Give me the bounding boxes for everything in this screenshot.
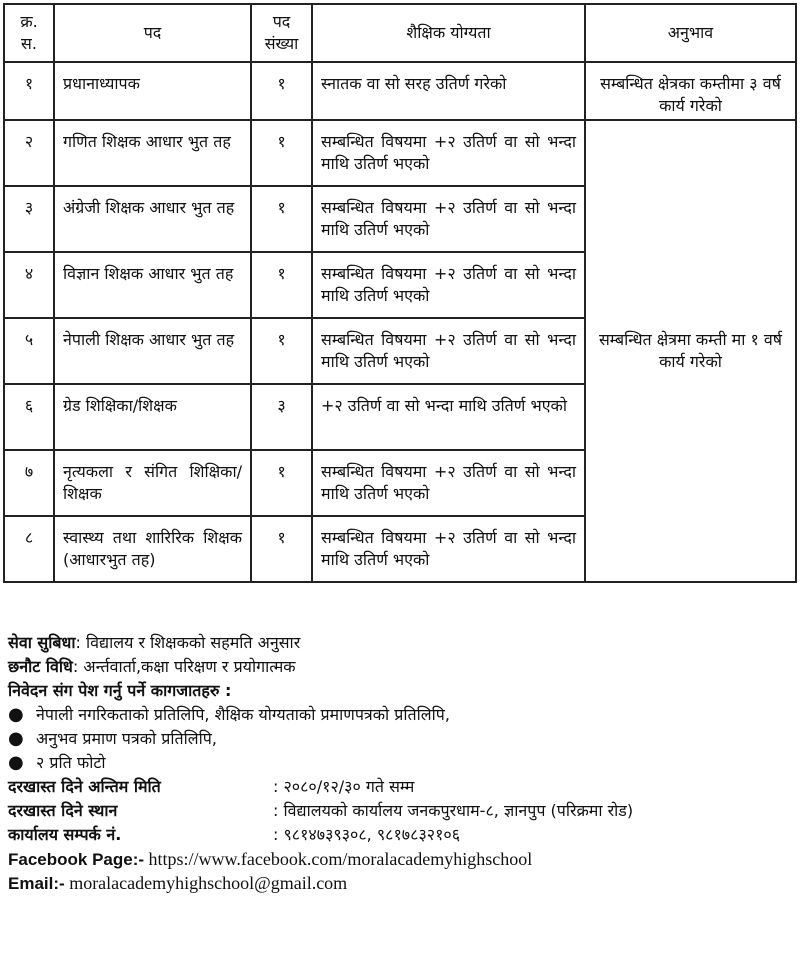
- selection-label: छनौट विधि: [8, 657, 73, 676]
- cell-sn: १: [4, 62, 54, 120]
- cell-count: १: [251, 516, 312, 582]
- cell-qualification: सम्बन्धित विषयमा +२ उतिर्ण वा सो भन्दा माथि उतिर्ण भएको: [312, 450, 585, 516]
- cell-shared-experience: सम्बन्धित क्षेत्रमा कम्ती मा १ वर्ष कार्य गरेको: [585, 120, 796, 582]
- deadline-value: : २०८०/१२/३० गते सम्म: [273, 777, 415, 796]
- table-row: [4, 120, 796, 186]
- place-label: दरखास्त दिने स्थान: [8, 801, 118, 820]
- email-link[interactable]: moralacademyhighschool@gmail.com: [64, 873, 348, 893]
- bullet-icon: ●: [8, 704, 24, 725]
- service-label: सेवा सुबिधा: [8, 633, 76, 652]
- cell-post: ग्रेड शिक्षिका/शिक्षक: [54, 384, 251, 450]
- service-line: [8, 631, 793, 655]
- table-row: [4, 62, 796, 120]
- facebook-link[interactable]: https://www.facebook.com/moralacademyhighschool: [144, 849, 533, 869]
- list-item: ● अनुभव प्रमाण पत्रको प्रतिलिपि,: [8, 728, 217, 749]
- cell-sn: ६: [4, 384, 54, 450]
- cell-qualification: सम्बन्धित विषयमा +२ उतिर्ण वा सो भन्दा माथि उतिर्ण भएको: [312, 186, 585, 252]
- vacancy-table: [3, 3, 797, 583]
- email-line: [8, 871, 793, 895]
- cell-experience: सम्बन्धित क्षेत्रका कम्तीमा ३ वर्ष कार्य गरेको: [585, 62, 796, 120]
- cell-post: प्रधानाध्यापक: [54, 62, 251, 120]
- cell-post: नृत्यकला र संगित शिक्षिका/शिक्षक: [54, 450, 251, 516]
- cell-sn: ३: [4, 186, 54, 252]
- cell-post: नेपाली शिक्षक आधार भुत तह: [54, 318, 251, 384]
- cell-count: १: [251, 186, 312, 252]
- cell-sn: ७: [4, 450, 54, 516]
- cell-qualification: स्नातक वा सो सरह उतिर्ण गरेको: [312, 62, 585, 120]
- place-value: : विद्यालयको कार्यालय जनकपुरधाम-८, ज्ञानपुप (परिक्रमा रोड): [273, 801, 634, 820]
- cell-count: १: [251, 318, 312, 384]
- cell-sn: ५: [4, 318, 54, 384]
- header-experience: अनुभाव: [585, 4, 796, 62]
- facebook-line: [8, 847, 793, 871]
- cell-count: १: [251, 120, 312, 186]
- header-count: पद संख्या: [251, 4, 312, 62]
- cell-qualification: +२ उतिर्ण वा सो भन्दा माथि उतिर्ण भएको: [312, 384, 585, 450]
- selection-line: [8, 655, 793, 679]
- bullet-icon: ●: [8, 728, 24, 749]
- place-line: [8, 799, 793, 823]
- cell-qualification: सम्बन्धित विषयमा +२ उतिर्ण वा सो भन्दा माथि उतिर्ण भएको: [312, 120, 585, 186]
- header-post: पद: [54, 4, 251, 62]
- deadline-label: दरखास्त दिने अन्तिम मिति: [8, 777, 161, 796]
- notice-details: [8, 631, 793, 895]
- list-item: ● नेपाली नगरिकताको प्रतिलिपि, शैक्षिक योग्यताको प्रमाणपत्रको प्रतिलिपि,: [8, 704, 450, 725]
- header-sn: क्र. स.: [4, 4, 54, 62]
- deadline-line: [8, 775, 793, 799]
- selection-value: : अर्न्तवार्ता,कक्षा परिक्षण र प्रयोगात्मक: [72, 657, 296, 676]
- cell-qualification: सम्बन्धित विषयमा +२ उतिर्ण वा सो भन्दा माथि उतिर्ण भएको: [312, 252, 585, 318]
- cell-qualification: सम्बन्धित विषयमा +२ उतिर्ण वा सो भन्दा माथि उतिर्ण भएको: [312, 318, 585, 384]
- cell-sn: २: [4, 120, 54, 186]
- cell-qualification: सम्बन्धित विषयमा +२ उतिर्ण वा सो भन्दा माथि उतिर्ण भएको: [312, 516, 585, 582]
- cell-post: अंग्रेजी शिक्षक आधार भुत तह: [54, 186, 251, 252]
- contact-label: कार्यालय सम्पर्क नं.: [8, 825, 122, 844]
- cell-count: १: [251, 252, 312, 318]
- cell-count: १: [251, 450, 312, 516]
- cell-count: ३: [251, 384, 312, 450]
- cell-count: १: [251, 62, 312, 120]
- cell-post: गणित शिक्षक आधार भुत तह: [54, 120, 251, 186]
- bullet-icon: ●: [8, 752, 24, 773]
- facebook-label: Facebook Page:-: [8, 850, 145, 869]
- cell-post: विज्ञान शिक्षक आधार भुत तह: [54, 252, 251, 318]
- header-qualification: शैक्षिक योग्यता: [312, 4, 585, 62]
- documents-heading: निवेदन संग पेश गर्नु पर्ने कागजातहरु :: [8, 681, 232, 700]
- contact-line: [8, 823, 793, 847]
- email-label: Email:-: [8, 874, 65, 893]
- service-value: : विद्यालय र शिक्षकको सहमति अनुसार: [75, 633, 301, 652]
- contact-value: : ९८१४७३९३०८, ९८१७८३२१०६: [273, 825, 461, 844]
- cell-post: स्वास्थ्य तथा शारिरिक शिक्षक (आधारभुत तह): [54, 516, 251, 582]
- table-header-row: [4, 4, 796, 62]
- list-item: ● २ प्रति फोटो: [8, 752, 106, 773]
- cell-sn: ८: [4, 516, 54, 582]
- cell-sn: ४: [4, 252, 54, 318]
